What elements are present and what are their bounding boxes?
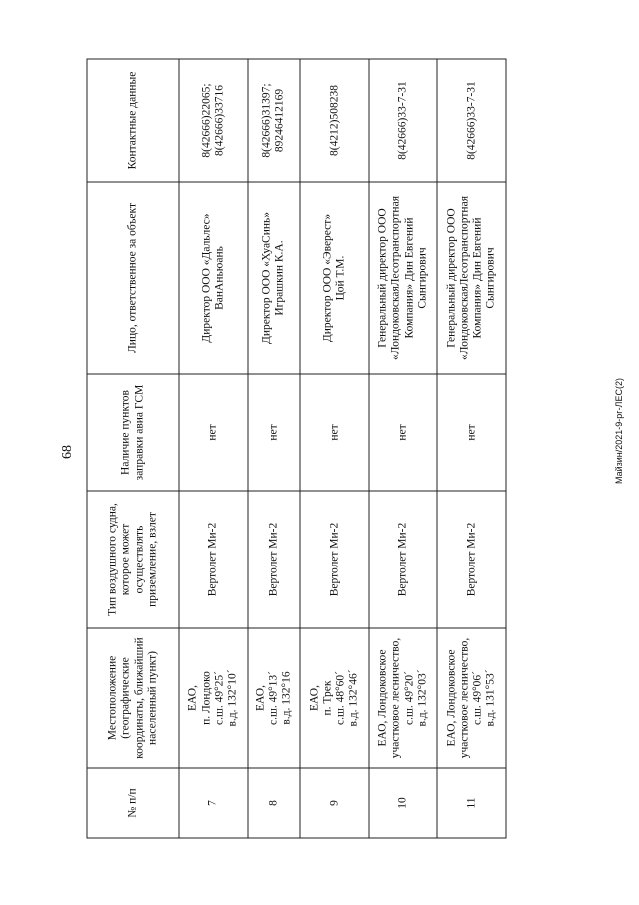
header-location: Местоположение (географические координаты, ближайший населенный пункт)	[87, 628, 179, 768]
cell-contacts: 8(4212)508238	[300, 59, 369, 182]
cell-fuel-points: нет	[247, 374, 300, 491]
table-row	[437, 59, 506, 838]
table-row	[247, 59, 300, 838]
rotated-table-frame	[86, 59, 506, 838]
page-number: 68	[60, 445, 75, 459]
document-code: Майзин/2021-9-рг-ЛЕС(2)	[614, 378, 624, 484]
cell-aircraft-type: Вертолет Ми-2	[300, 491, 369, 628]
table-row	[179, 59, 248, 838]
header-fuel-points: Наличие пунктов заправки авиа ГСМ	[87, 374, 179, 491]
cell-responsible-person: Генеральный директор ООО «ЛондоковскаяЛесотранспортная Компания» Дин Евгений Сынгирович	[437, 182, 506, 374]
cell-aircraft-type: Вертолет Ми-2	[247, 491, 300, 628]
cell-aircraft-type: Вертолет Ми-2	[368, 491, 437, 628]
cell-location: ЕАО, п. Трек с.ш. 48°60´ в.д. 132°46´	[300, 628, 369, 768]
cell-aircraft-type: Вертолет Ми-2	[437, 491, 506, 628]
cell-responsible-person: Директор ООО «ХуаСинь» Играшкин К.А.	[247, 182, 300, 374]
header-responsible-person: Лицо, ответственное за объект	[87, 182, 179, 374]
cell-number: 7	[179, 768, 248, 838]
cell-number: 9	[300, 768, 369, 838]
table-row	[300, 59, 369, 838]
cell-responsible-person: Директор ООО «Дальлес» ВанАньюань	[179, 182, 248, 374]
header-aircraft-type: Тип воздушного судна, которое может осуществлять приземление, взлет	[87, 491, 179, 628]
cell-contacts: 8(42666)22065; 8(42666)33716	[179, 59, 248, 182]
cell-aircraft-type: Вертолет Ми-2	[179, 491, 248, 628]
cell-contacts: 8(42666)33-7-31	[368, 59, 437, 182]
table-row	[368, 59, 437, 838]
cell-number: 10	[368, 768, 437, 838]
cell-fuel-points: нет	[437, 374, 506, 491]
cell-contacts: 8(42666)31397; 89246412169	[247, 59, 300, 182]
table-header-row	[87, 59, 179, 838]
cell-fuel-points: нет	[300, 374, 369, 491]
cell-fuel-points: нет	[368, 374, 437, 491]
header-number: № п/п	[87, 768, 179, 838]
cell-number: 11	[437, 768, 506, 838]
cell-contacts: 8(42666)33-7-31	[437, 59, 506, 182]
cell-fuel-points: нет	[179, 374, 248, 491]
cell-responsible-person: Генеральный директор ООО «ЛондоковскаяЛесотранспортная Компания» Дин Евгений Сынгирович	[368, 182, 437, 374]
cell-responsible-person: Директор ООО «Эверест» Цой Т.М.	[300, 182, 369, 374]
cell-location: ЕАО, с.ш. 49°13´ в.д. 132°16	[247, 628, 300, 768]
cell-number: 8	[247, 768, 300, 838]
airfield-table	[86, 58, 506, 838]
cell-location: ЕАО, Лондоковское участковое лесничество, с.ш. 49°06´ в.д. 131°53´	[437, 628, 506, 768]
header-contacts: Контактные данные	[87, 59, 179, 182]
cell-location: ЕАО, Лондоковское участковое лесничество, с.ш. 49°20´ в.д. 132°03´	[368, 628, 437, 768]
table-container	[86, 59, 506, 838]
cell-location: ЕАО, п. Лондоко с.ш. 49°25´ в.д. 132°10´	[179, 628, 248, 768]
